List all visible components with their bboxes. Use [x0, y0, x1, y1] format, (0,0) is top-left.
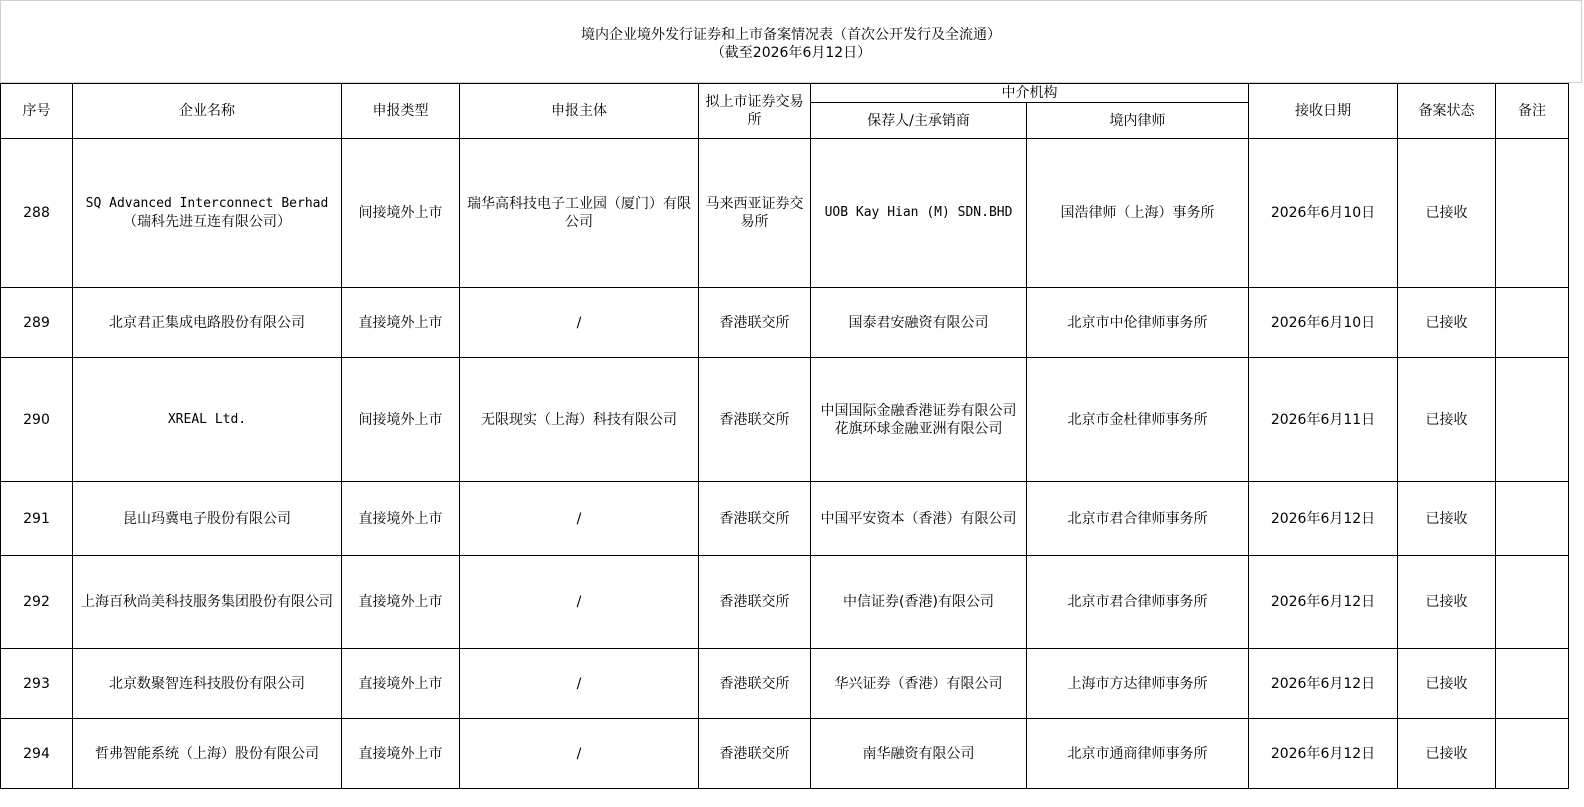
cell-company: [73, 358, 342, 482]
cell-company: 哲弗智能系统（上海）股份有限公司: [73, 719, 342, 789]
cell-sponsor: 国泰君安融资有限公司: [811, 288, 1027, 358]
table-row: [1, 556, 1569, 649]
cell-status: 已接收: [1398, 482, 1496, 556]
cell-sponsor: [811, 139, 1027, 288]
table-header: [1, 84, 1569, 139]
cell-status: 已接收: [1398, 556, 1496, 649]
cell-exchange: 香港联交所: [699, 556, 811, 649]
cell-lawyer: 北京市金杜律师事务所: [1027, 358, 1249, 482]
cell-sponsor-line: 花旗环球金融亚洲有限公司: [834, 420, 1003, 437]
cell-exchange: 香港联交所: [699, 482, 811, 556]
cell-type: 直接境外上市: [342, 556, 460, 649]
cell-sponsor: 中国平安资本（香港）有限公司: [811, 482, 1027, 556]
cell-subject: /: [460, 649, 699, 719]
header-sponsor: 保荐人/主承销商: [811, 103, 1027, 139]
cell-sponsor-line: 中国国际金融香港证券有限公司: [820, 402, 1017, 419]
cell-company: 北京君正集成电路股份有限公司: [73, 288, 342, 358]
cell-seq: 289: [1, 288, 73, 358]
cell-type: 直接境外上市: [342, 288, 460, 358]
cell-remark: [1496, 556, 1569, 649]
cell-seq: 292: [1, 556, 73, 649]
cell-company: 昆山玛冀电子股份有限公司: [73, 482, 342, 556]
cell-lawyer: 北京市通商律师事务所: [1027, 719, 1249, 789]
title-line-2: （截至2026年6月12日）: [710, 45, 872, 61]
header-date: 接收日期: [1249, 84, 1398, 139]
cell-date: 2026年6月11日: [1249, 358, 1398, 482]
cell-exchange: 香港联交所: [699, 358, 811, 482]
cell-remark: [1496, 482, 1569, 556]
cell-seq: 294: [1, 719, 73, 789]
cell-date: 2026年6月12日: [1249, 719, 1398, 789]
cell-remark: [1496, 719, 1569, 789]
cell-date: 2026年6月12日: [1249, 482, 1398, 556]
cell-exchange: 马来西亚证券交易所: [699, 139, 811, 288]
cell-seq: 293: [1, 649, 73, 719]
cell-company: 北京数聚智连科技股份有限公司: [73, 649, 342, 719]
cell-remark: [1496, 288, 1569, 358]
cell-type: 直接境外上市: [342, 482, 460, 556]
cell-seq: 291: [1, 482, 73, 556]
table-row: [1, 288, 1569, 358]
cell-exchange: 香港联交所: [699, 719, 811, 789]
cell-status: 已接收: [1398, 649, 1496, 719]
cell-subject: /: [460, 482, 699, 556]
title-line-1: 境内企业境外发行证券和上市备案情况表（首次公开发行及全流通）: [581, 27, 1001, 43]
cell-lawyer: 北京市君合律师事务所: [1027, 556, 1249, 649]
cell-exchange: 香港联交所: [699, 649, 811, 719]
cell-lawyer: 北京市君合律师事务所: [1027, 482, 1249, 556]
table-row: [1, 482, 1569, 556]
cell-company-cn: （瑞科先进互连有限公司）: [123, 214, 291, 230]
cell-date: 2026年6月12日: [1249, 649, 1398, 719]
cell-subject: /: [460, 719, 699, 789]
filing-table: [0, 83, 1569, 789]
cell-date: 2026年6月10日: [1249, 139, 1398, 288]
cell-subject: 无限现实（上海）科技有限公司: [460, 358, 699, 482]
cell-sponsor: 南华融资有限公司: [811, 719, 1027, 789]
cell-subject: /: [460, 288, 699, 358]
table-row: [1, 719, 1569, 789]
cell-sponsor: [811, 358, 1027, 482]
cell-remark: [1496, 649, 1569, 719]
header-lawyer: 境内律师: [1027, 103, 1249, 139]
table-title: [0, 0, 1582, 83]
header-remark: 备注: [1496, 84, 1569, 139]
cell-company: [73, 139, 342, 288]
cell-exchange: 香港联交所: [699, 288, 811, 358]
header-intermediary: 中介机构: [811, 84, 1249, 103]
cell-sponsor: 中信证券(香港)有限公司: [811, 556, 1027, 649]
cell-remark: [1496, 139, 1569, 288]
cell-date: 2026年6月12日: [1249, 556, 1398, 649]
cell-type: 直接境外上市: [342, 719, 460, 789]
cell-seq: 290: [1, 358, 73, 482]
header-status: 备案状态: [1398, 84, 1496, 139]
table-row: [1, 358, 1569, 482]
cell-sponsor: 华兴证券（香港）有限公司: [811, 649, 1027, 719]
header-subject: 申报主体: [460, 84, 699, 139]
header-company: 企业名称: [73, 84, 342, 139]
cell-remark: [1496, 358, 1569, 482]
cell-type: 直接境外上市: [342, 649, 460, 719]
cell-lawyer: 国浩律师（上海）事务所: [1027, 139, 1249, 288]
cell-type: 间接境外上市: [342, 358, 460, 482]
cell-status: 已接收: [1398, 719, 1496, 789]
cell-subject: /: [460, 556, 699, 649]
cell-company-en: XREAL Ltd.: [167, 411, 247, 427]
header-seq: 序号: [1, 84, 73, 139]
cell-lawyer: 北京市中伦律师事务所: [1027, 288, 1249, 358]
cell-status: 已接收: [1398, 288, 1496, 358]
cell-type: 间接境外上市: [342, 139, 460, 288]
cell-status: 已接收: [1398, 139, 1496, 288]
cell-subject: 瑞华高科技电子工业园（厦门）有限公司: [460, 139, 699, 288]
cell-sponsor-line: UOB Kay Hian (M) SDN.BHD: [824, 205, 1013, 220]
table-row: [1, 649, 1569, 719]
table-body: [1, 139, 1569, 789]
cell-company-en: SQ Advanced Interconnect Berhad: [85, 196, 329, 211]
cell-company: 上海百秋尚美科技服务集团股份有限公司: [73, 556, 342, 649]
cell-seq: 288: [1, 139, 73, 288]
header-type: 申报类型: [342, 84, 460, 139]
cell-lawyer: 上海市方达律师事务所: [1027, 649, 1249, 719]
table-row: [1, 139, 1569, 288]
cell-status: 已接收: [1398, 358, 1496, 482]
cell-date: 2026年6月10日: [1249, 288, 1398, 358]
header-exchange: 拟上市证券交易所: [699, 84, 811, 139]
